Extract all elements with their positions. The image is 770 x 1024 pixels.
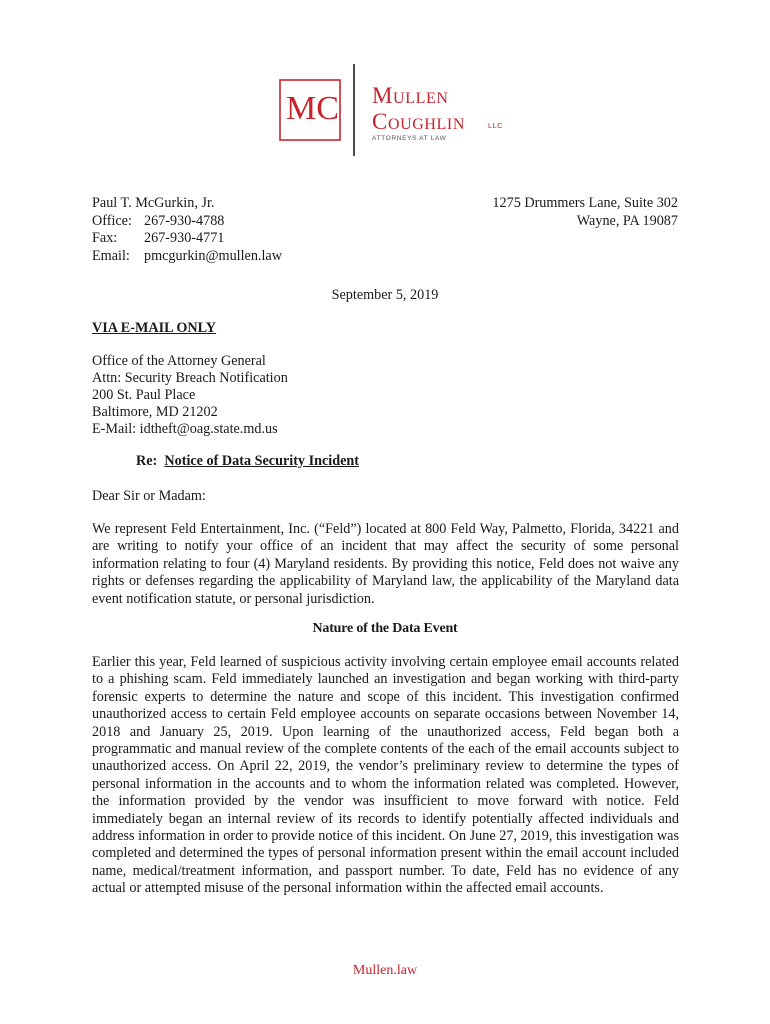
recipient-line2: Attn: Security Breach Notification bbox=[92, 370, 288, 386]
firm-logo-monogram bbox=[279, 79, 341, 141]
firm-name-line1: Mullen bbox=[372, 83, 449, 108]
sender-name: Paul T. McGurkin, Jr. bbox=[92, 195, 215, 211]
letter-date: September 5, 2019 bbox=[331, 287, 439, 303]
sender-contact-block bbox=[92, 195, 282, 265]
office-phone: 267-930-4788 bbox=[144, 212, 225, 229]
sender-fax-row bbox=[92, 230, 282, 248]
subject-line bbox=[136, 453, 359, 470]
email-label: Email: bbox=[92, 247, 130, 264]
footer-website: Mullen.law bbox=[352, 963, 418, 978]
data-event-paragraph: Earlier this year, Feld learned of suspicious activity involving certain employee email accounts related to a phishing scam. Feld immediately launched an investigation and began working with third-party forensic experts to determine the nature and scope of this incident. This investigation confirmed unauthorized access to certain Feld employee accounts on separate occasions between November 14, 2018 and January 25, 2019. Upon learning of the unauthorized access, Feld began both a programmatic and manual review of the complete contents of the each of the email accounts subject to unauthorized access. On April 22, 2019, the vendor’s preliminary review to determine the types of personal information in the accounts and to whom the information related was completed. However, the information provided by the vendor was insufficient to move forward with notice. Feld immediately began an internal review of its records to identify potentially affected individuals and address information in order to provide notice of this incident. On June 27, 2019, this investigation was completed and determined the types of personal information present within the email account included name, medical/treatment information, and passport number. To date, Feld has no evidence of any actual or attempted misuse of the personal information within the affected email accounts. bbox=[92, 654, 679, 897]
recipient-address-block bbox=[92, 353, 288, 438]
fax-number: 267-930-4771 bbox=[144, 230, 225, 247]
section-heading: Nature of the Data Event bbox=[312, 621, 458, 636]
letterhead-divider bbox=[353, 64, 355, 156]
firm-tagline: ATTORNEYS AT LAW bbox=[372, 135, 447, 142]
fax-label: Fax: bbox=[92, 230, 118, 247]
sender-email-row bbox=[92, 248, 282, 266]
subject-text: Notice of Data Security Incident bbox=[164, 453, 360, 469]
intro-paragraph: We represent Feld Entertainment, Inc. (“Feld”) located at 800 Feld Way, Palmetto, Florida, 34221 and are writing to notify your office of an incident that may affect the security of some personal information relating to four (4) Maryland residents. By providing this notice, Feld does not waive any rights or defenses regarding the applicability of Maryland law, the applicability of the Maryland data event notification statute, or personal jurisdiction. bbox=[92, 521, 679, 607]
salutation: Dear Sir or Madam: bbox=[92, 488, 206, 504]
monogram-text: MC bbox=[286, 90, 339, 127]
recipient-line4: Baltimore, MD 21202 bbox=[92, 404, 218, 420]
office-label: Office: bbox=[92, 212, 132, 229]
firm-suffix: LLC bbox=[488, 121, 503, 130]
firm-address-line2: Wayne, PA 19087 bbox=[576, 212, 678, 229]
subject-label: Re: bbox=[136, 453, 158, 469]
firm-address-line1: 1275 Drummers Lane, Suite 302 bbox=[492, 195, 678, 211]
recipient-line1: Office of the Attorney General bbox=[92, 353, 266, 369]
recipient-line3: 200 St. Paul Place bbox=[92, 387, 196, 403]
sender-office-row bbox=[92, 213, 282, 231]
recipient-line5: E-Mail: idtheft@oag.state.md.us bbox=[92, 421, 278, 437]
firm-name-line2: Coughlin bbox=[372, 109, 466, 134]
delivery-method: VIA E-MAIL ONLY bbox=[92, 320, 217, 336]
firm-address-block bbox=[492, 195, 678, 230]
sender-email: pmcgurkin@mullen.law bbox=[144, 247, 282, 264]
